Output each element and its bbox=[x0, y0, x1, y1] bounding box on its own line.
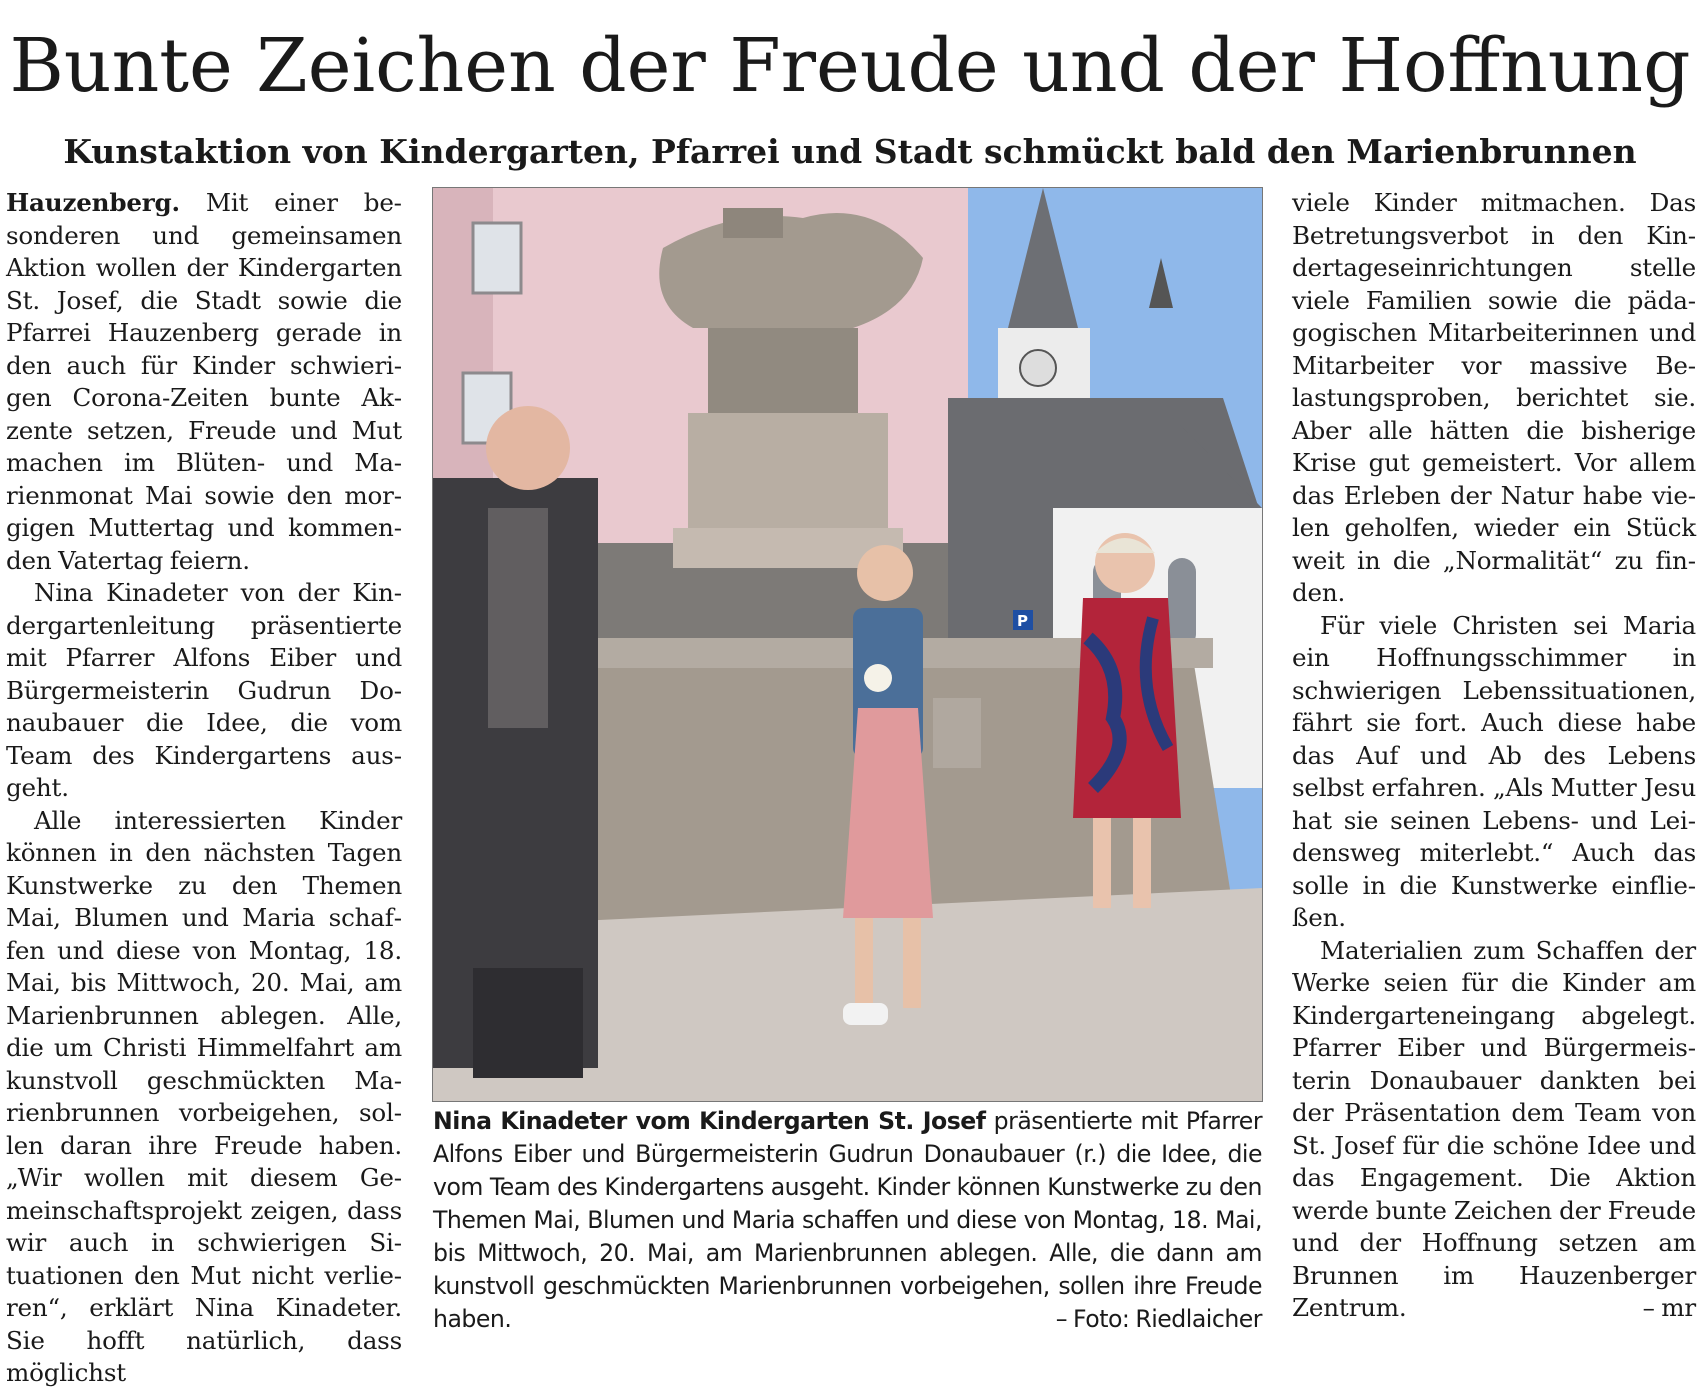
article-photo bbox=[432, 187, 1263, 1102]
church-window-2 bbox=[1168, 558, 1196, 648]
author-byline: – mr bbox=[1642, 1293, 1696, 1322]
photo-illustration bbox=[433, 188, 1262, 1101]
woman-leg-left bbox=[855, 918, 873, 1008]
flower-bouquet-icon bbox=[864, 664, 892, 692]
paragraph-5: Für viele Christen sei Maria ein Hoffnungsschimmer in schwierigen Lebenssituationen, fährt sie fort. Auch diese habe das Auf und Ab des Lebens selbst erfahren. „Als Mutter Jesu hat sie seinen Lebens- und Leidensweg miterlebt.“ Auch das solle in die Kunstwerke einfließen. bbox=[1292, 610, 1696, 932]
photo-caption bbox=[433, 1105, 1262, 1336]
paragraph-6-text: Materialien zum Schaffen der Werke seien für die Kinder am Kindergarteneingang abgelegt. Pfarrer Eiber und Bürgermeisterin Donaubauer dankten bei der Präsentation dem Team von St. Josef für die schöne Idee und das Engagement. Die Aktion werde bunte Zeichen der Freude und der Hoffnung setzen am Brunnen im Hauzenberger Zentrum. bbox=[1292, 935, 1696, 1322]
paragraph-3: Alle interessierten Kinder können in den nächsten Tagen Kunstwerke zu den Themen Mai, Blumen und Maria schaffen und diese von Montag, 18. Mai, bis Mittwoch, 20. Mai, am Marienbrunnen ablegen. Alle, die um Christi Himmelfahrt am kunstvoll geschmückten Marienbrunnen vorbeigehen, sollen daran ihre Freude haben. „Wir wollen mit diesem Gemeinschaftsprojekt zeigen, dass wir auch in schwierigen Situationen den Mut nicht verlieren“, erklärt Nina Kinadeter. Sie hofft natürlich, dass möglichst bbox=[6, 805, 402, 1387]
paragraph-2: Nina Kinadeter von der Kindergartenleitung präsentierte mit Pfarrer Alfons Eiber und Bürgermeisterin Gudrun Donaubauer die Idee, die vom Team des Kindergartens ausgeht. bbox=[6, 578, 402, 802]
caption-lead: Nina Kinadeter vom Kindergarten St. Josef bbox=[433, 1107, 986, 1135]
fountain-column bbox=[688, 413, 888, 538]
fountain-figures bbox=[708, 328, 858, 418]
man-legs bbox=[473, 968, 583, 1078]
article-headline: Bunte Zeichen der Freude und der Hoffnung bbox=[9, 23, 1691, 109]
woman-shoes bbox=[843, 1003, 888, 1025]
paragraph-1 bbox=[6, 187, 402, 577]
article-column-left bbox=[6, 187, 402, 1390]
basin-plaque bbox=[933, 698, 981, 768]
man-head bbox=[486, 406, 570, 490]
article-subheadline: Kunstaktion von Kindergarten, Pfarrei und Stadt schmückt bald den Marienbrunnen bbox=[63, 132, 1637, 171]
paragraph-1-text: Mit einer besonderen und gemeinsamen Aktion wollen der Kindergarten St. Josef, die Stadt sowie die Pfarrei Hauzenberg gerade in den auch für Kinder schwierigen Corona-Zeiten bunte Akzente setzen, Freude und Mut machen im Blüten- und Marienmonat Mai sowie den morgigen Muttertag und kommenden Vatertag feiern. bbox=[6, 188, 402, 575]
woman-head bbox=[857, 545, 913, 601]
woman-right-dress bbox=[1073, 598, 1181, 818]
dateline: Hauzenberg. bbox=[6, 188, 180, 217]
parking-sign-letter: P bbox=[1017, 612, 1028, 630]
paragraph-4: viele Kinder mitmachen. Das Betretungsverbot in den Kindertageseinrichtungen stelle viele Familien sowie die pädagogischen Mitarbeiterinnen und Mitarbeiter vor massive Belastungsproben, berichtet sie. Aber alle hätten die bisherige Krise gut gemeistert. Vor allem das Erleben der Natur habe vielen geholfen, wieder ein Stück weit in die „Normalität“ zu finden. bbox=[1292, 188, 1696, 607]
article-column-right bbox=[1292, 187, 1696, 1325]
woman-right-leg-right bbox=[1133, 818, 1151, 908]
woman-leg-right bbox=[903, 918, 921, 1008]
paragraph-6 bbox=[1292, 935, 1696, 1325]
window-1 bbox=[473, 223, 521, 293]
woman-right-leg-left bbox=[1093, 818, 1111, 908]
caption-text: präsentierte mit Pfarrer Alfons Eiber und Bürgermeisterin Gudrun Donaubauer (r.) die Idee, die vom Team des Kindergartens ausgeht. Kinder können Kunstwerke zu den Themen Mai, Blumen und Maria schaffen und diese von Montag, 18. Mai, bis Mittwoch, 20. Mai, am Marienbrunnen ablegen. Alle, die dann am kunstvoll geschmückten Marienbrunnen vorbeigehen, sollen ihre Freude haben. bbox=[433, 1107, 1263, 1333]
man-vest bbox=[488, 508, 548, 728]
woman-dress bbox=[843, 708, 933, 918]
fountain-top bbox=[723, 208, 783, 238]
clock-icon bbox=[1020, 350, 1056, 386]
photo-credit: – Foto: Riedlaicher bbox=[1055, 1305, 1262, 1333]
